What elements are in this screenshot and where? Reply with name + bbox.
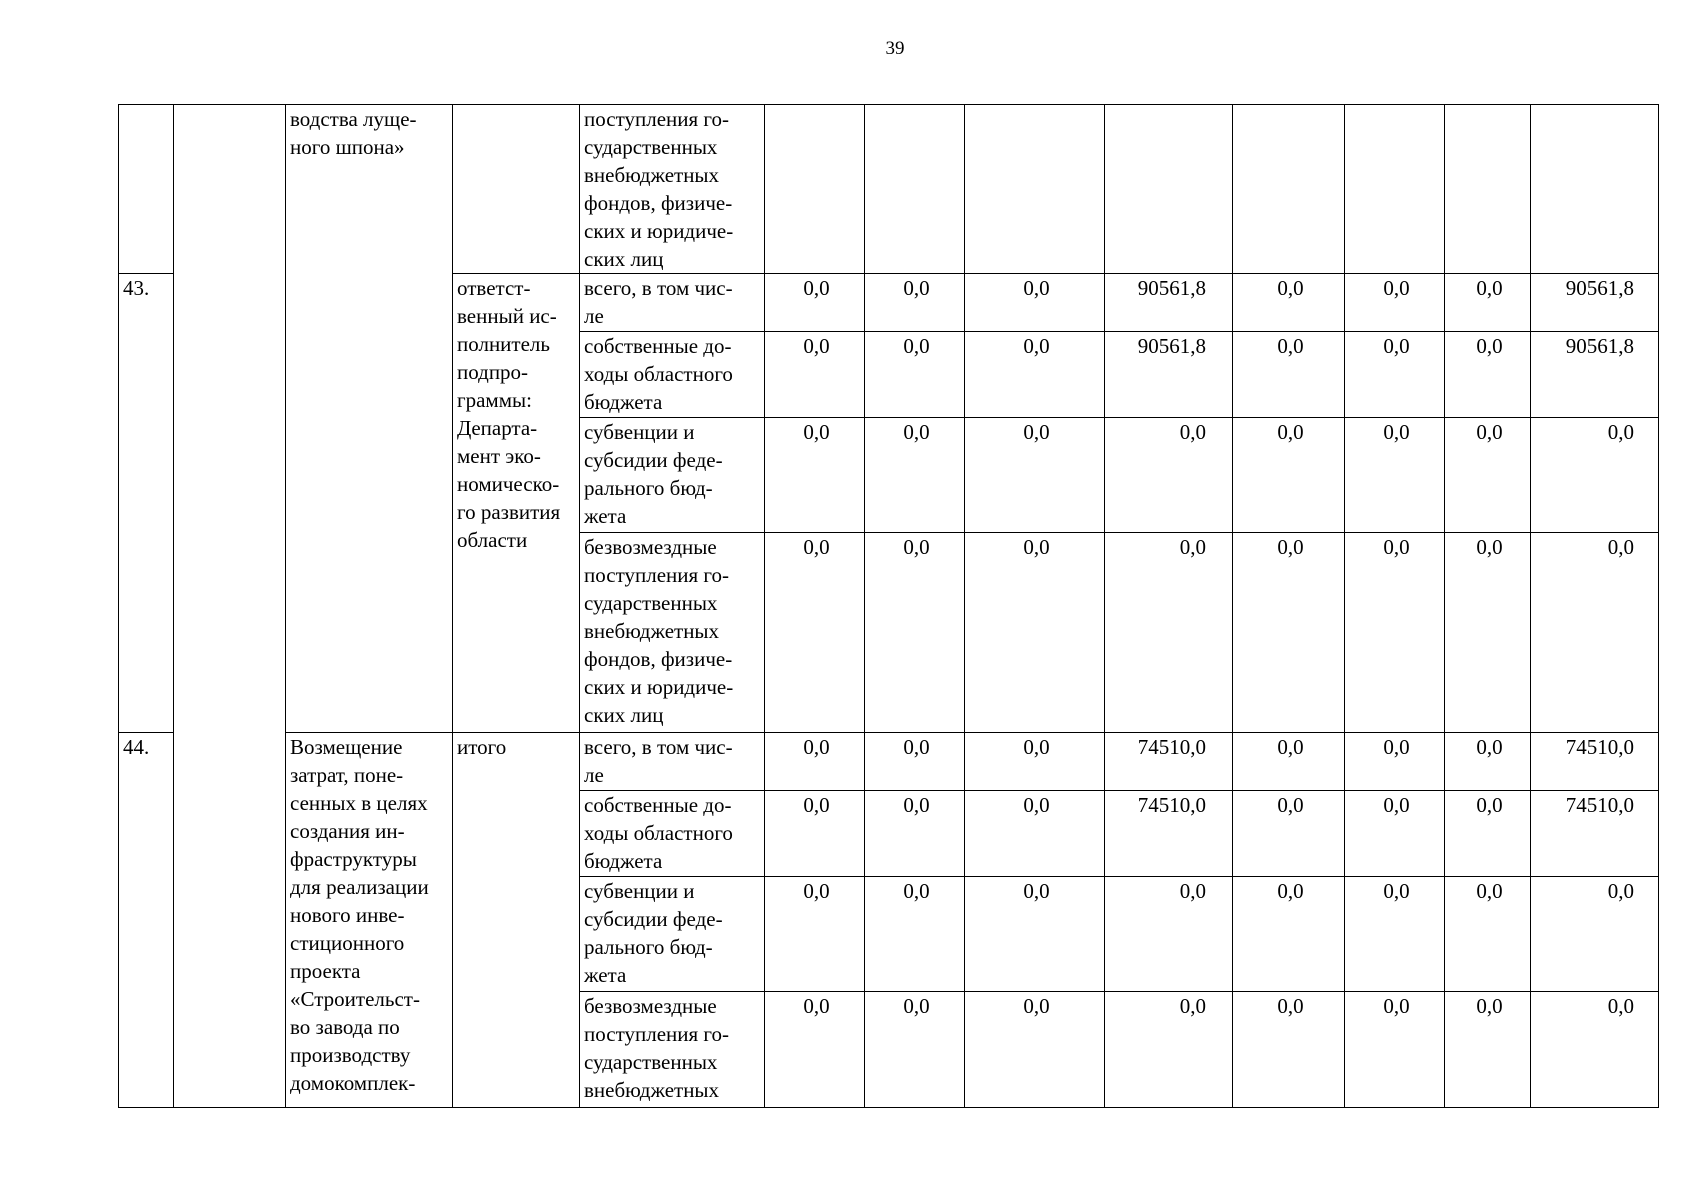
value-cell: 0,0	[965, 274, 1105, 332]
value-cell: 0,0	[1233, 332, 1345, 418]
value-cell: 0,0	[965, 733, 1105, 791]
value-cell: 74510,0	[1105, 791, 1233, 877]
value-cell: 0,0	[1345, 274, 1445, 332]
value-cell: 0,0	[1345, 418, 1445, 533]
value-cell: 0,0	[865, 877, 965, 992]
value-cell: 0,0	[765, 533, 865, 733]
value-cell: 0,0	[965, 992, 1105, 1108]
value-cell: 74510,0	[1105, 733, 1233, 791]
value-cell	[1345, 105, 1445, 274]
value-cell: 0,0	[765, 418, 865, 533]
funding-source-cell: всего, в том чис- ле	[580, 274, 765, 332]
value-cell: 74510,0	[1531, 791, 1659, 877]
value-cell: 0,0	[1345, 791, 1445, 877]
value-cell: 0,0	[765, 274, 865, 332]
funding-source-cell: субвенции и субсидии феде- рального бюд- жета	[580, 877, 765, 992]
value-cell: 0,0	[965, 418, 1105, 533]
value-cell	[765, 105, 865, 274]
executor-cell: итого	[453, 733, 580, 1108]
funding-source-cell: поступления го- сударственных внебюджетных фондов, физиче- ских и юридиче- ских лиц	[580, 105, 765, 274]
value-cell	[1233, 105, 1345, 274]
value-cell: 0,0	[965, 533, 1105, 733]
value-cell: 0,0	[765, 733, 865, 791]
value-cell: 0,0	[765, 791, 865, 877]
value-cell: 0,0	[1345, 992, 1445, 1108]
value-cell: 0,0	[1233, 992, 1345, 1108]
value-cell: 0,0	[965, 877, 1105, 992]
value-cell: 0,0	[1233, 791, 1345, 877]
value-cell: 74510,0	[1531, 733, 1659, 791]
value-cell: 0,0	[865, 332, 965, 418]
value-cell: 0,0	[1531, 533, 1659, 733]
number-cell	[119, 105, 174, 274]
program-cell	[174, 105, 286, 1108]
value-cell: 0,0	[1105, 992, 1233, 1108]
value-cell: 0,0	[1445, 992, 1531, 1108]
row-number: 44.	[119, 733, 174, 1108]
value-cell	[1105, 105, 1233, 274]
value-cell: 0,0	[1445, 877, 1531, 992]
table-row-continuation	[119, 105, 1659, 274]
value-cell: 90561,8	[1105, 332, 1233, 418]
value-cell: 0,0	[1105, 418, 1233, 533]
activity-name-cell: Возмещение затрат, поне- сенных в целях создания ин- фраструктуры для реализации нового инве- стиционного проекта «Строительст- во завода по производству домокомплек-	[286, 733, 453, 1108]
executor-cell	[453, 105, 580, 274]
value-cell: 0,0	[865, 791, 965, 877]
value-cell: 0,0	[1445, 274, 1531, 332]
value-cell: 0,0	[865, 418, 965, 533]
value-cell: 0,0	[865, 733, 965, 791]
budget-table	[118, 104, 1659, 1108]
funding-source-cell: собственные до- ходы областного бюджета	[580, 332, 765, 418]
value-cell: 0,0	[1345, 332, 1445, 418]
value-cell: 90561,8	[1531, 274, 1659, 332]
value-cell	[965, 105, 1105, 274]
value-cell: 0,0	[1233, 533, 1345, 733]
value-cell	[1445, 105, 1531, 274]
activity-name-cell: водства луще- ного шпона»	[286, 105, 453, 733]
value-cell	[865, 105, 965, 274]
row-number: 43.	[119, 274, 174, 733]
value-cell: 0,0	[1345, 733, 1445, 791]
funding-source-cell: субвенции и субсидии феде- рального бюд- жета	[580, 418, 765, 533]
value-cell: 0,0	[1105, 877, 1233, 992]
funding-source-cell: всего, в том чис- ле	[580, 733, 765, 791]
value-cell: 90561,8	[1531, 332, 1659, 418]
value-cell: 0,0	[1233, 733, 1345, 791]
value-cell: 0,0	[765, 877, 865, 992]
value-cell: 0,0	[1445, 733, 1531, 791]
funding-source-cell: безвозмездные поступления го- сударственных внебюджетных	[580, 992, 765, 1108]
value-cell: 0,0	[965, 332, 1105, 418]
value-cell: 0,0	[1445, 332, 1531, 418]
value-cell: 0,0	[1445, 791, 1531, 877]
value-cell: 0,0	[1531, 418, 1659, 533]
value-cell: 90561,8	[1105, 274, 1233, 332]
value-cell: 0,0	[1233, 877, 1345, 992]
funding-source-cell: собственные до- ходы областного бюджета	[580, 791, 765, 877]
page-number: 39	[885, 38, 905, 59]
value-cell: 0,0	[865, 274, 965, 332]
value-cell: 0,0	[1445, 533, 1531, 733]
value-cell: 0,0	[1345, 533, 1445, 733]
value-cell: 0,0	[965, 791, 1105, 877]
value-cell: 0,0	[1233, 418, 1345, 533]
value-cell: 0,0	[765, 992, 865, 1108]
funding-source-cell: безвозмездные поступления го- сударственных внебюджетных фондов, физиче- ских и юридиче- ских лиц	[580, 533, 765, 733]
table-row	[119, 733, 1659, 791]
value-cell	[1531, 105, 1659, 274]
value-cell: 0,0	[865, 992, 965, 1108]
value-cell: 0,0	[1345, 877, 1445, 992]
value-cell: 0,0	[1531, 877, 1659, 992]
value-cell: 0,0	[1445, 418, 1531, 533]
executor-cell: ответст- венный ис- полнитель подпро- граммы: Дeпарта- мент эко- номическо- го развития области	[453, 274, 580, 733]
value-cell: 0,0	[765, 332, 865, 418]
value-cell: 0,0	[1531, 992, 1659, 1108]
value-cell: 0,0	[1105, 533, 1233, 733]
value-cell: 0,0	[1233, 274, 1345, 332]
value-cell: 0,0	[865, 533, 965, 733]
